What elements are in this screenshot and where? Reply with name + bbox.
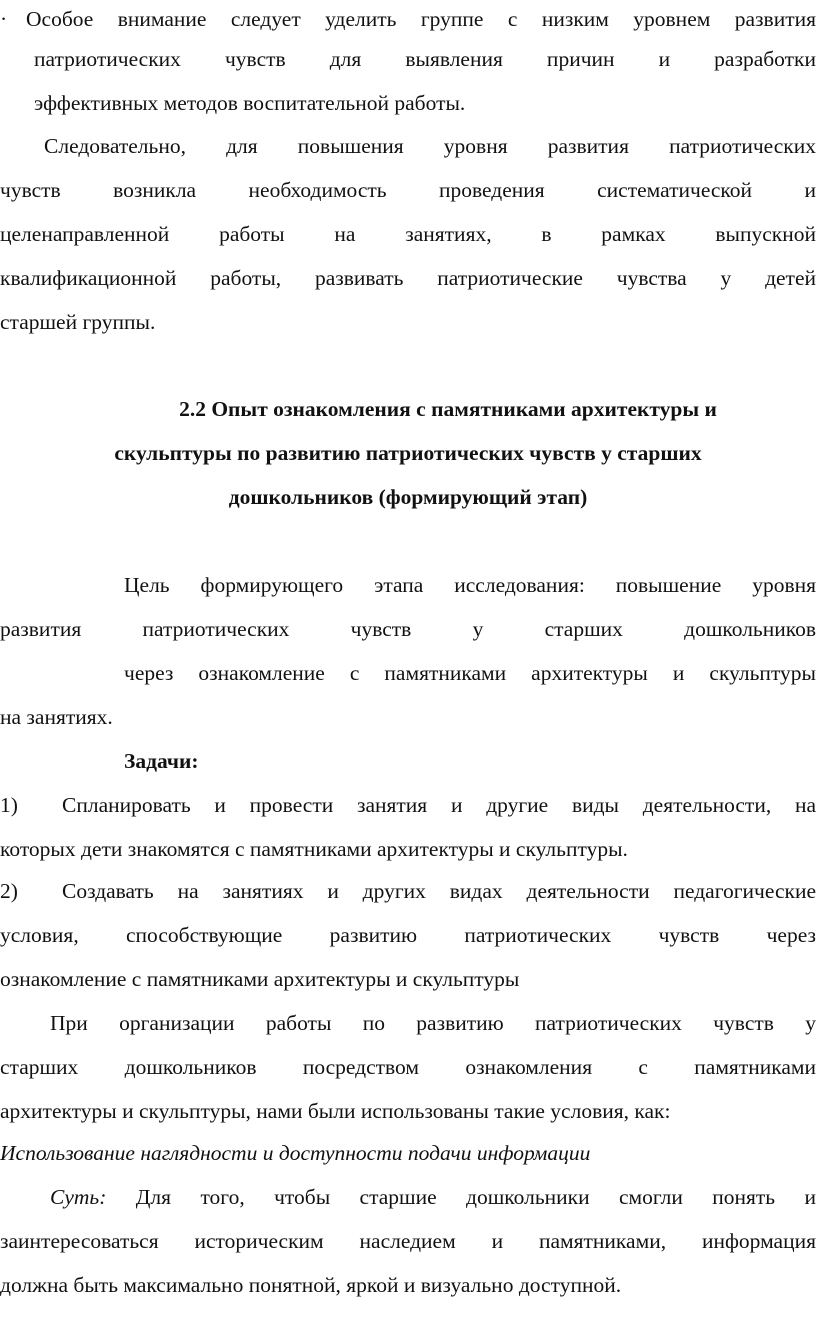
bullet-line-2: патриотических чувств для выявления причин и разработки bbox=[34, 47, 816, 71]
goal-line-2: развития патриотических чувств у старших дошкольников bbox=[0, 617, 816, 641]
conclusion-line-1: Следовательно, для повышения уровня развития патриотических bbox=[44, 134, 816, 158]
bullet-marker: · bbox=[0, 7, 8, 31]
conclusion-line-5: старшей группы. bbox=[0, 310, 156, 334]
goal-line-1: Цель формирующего этапа исследования: повышение уровня bbox=[124, 573, 816, 597]
conclusion-line-4: квалификационной работы, развивать патриотические чувства у детей bbox=[0, 266, 816, 290]
essence-line-2: заинтересоваться историческим наследием и памятниками, информация bbox=[0, 1229, 816, 1253]
goal-line-4: на занятиях. bbox=[0, 705, 113, 729]
essence-line-3: должна быть максимально понятной, яркой и визуально доступной. bbox=[0, 1273, 622, 1297]
essence-first-line-text: Для того, чтобы старшие дошкольники смогли понять и bbox=[135, 1185, 816, 1209]
task-1-line-1: Спланировать и провести занятия и другие виды деятельности, на bbox=[62, 793, 816, 817]
task-1-line-2: которых дети знакомятся с памятниками архитектуры и скульптуры. bbox=[0, 837, 628, 861]
conclusion-line-2: чувств возникла необходимость проведения систематической и bbox=[0, 178, 816, 202]
task-2-line-3: ознакомление с памятниками архитектуры и скульптуры bbox=[0, 967, 520, 991]
goal-line-3: через ознакомление с памятниками архитектуры и скульптуры bbox=[124, 661, 816, 685]
section-heading-line-2: скульптуры по развитию патриотических чувств у старших bbox=[114, 441, 702, 465]
section-heading-line-1: 2.2 Опыт ознакомления с памятниками архитектуры и bbox=[179, 397, 717, 421]
section-heading-line-3: дошкольников (формирующий этап) bbox=[228, 485, 588, 509]
task-2-line-2: условия, способствующие развитию патриотических чувств через bbox=[0, 923, 816, 947]
task-2-number: 2) bbox=[0, 879, 18, 903]
conditions-line-2: старших дошкольников посредством ознакомления с памятниками bbox=[0, 1055, 816, 1079]
conditions-line-3: архитектуры и скульптуры, нами были использованы такие условия, как: bbox=[0, 1099, 671, 1123]
essence-label: Суть: bbox=[50, 1185, 107, 1209]
bullet-line-1: Особое внимание следует уделить группе с низким уровнем развития bbox=[26, 7, 816, 31]
task-1-number: 1) bbox=[0, 793, 18, 817]
conditions-line-1: При организации работы по развитию патриотических чувств у bbox=[50, 1011, 816, 1035]
condition-title: Использование наглядности и доступности подачи информации bbox=[0, 1141, 591, 1165]
essence-line-1 bbox=[0, 1175, 816, 1219]
tasks-title: Задачи: bbox=[124, 749, 199, 773]
task-2-line-1: Создавать на занятиях и других видах деятельности педагогические bbox=[62, 879, 816, 903]
bullet-line-3: эффективных методов воспитательной работы. bbox=[34, 91, 466, 115]
conclusion-line-3: целенаправленной работы на занятиях, в рамках выпускной bbox=[0, 222, 816, 246]
